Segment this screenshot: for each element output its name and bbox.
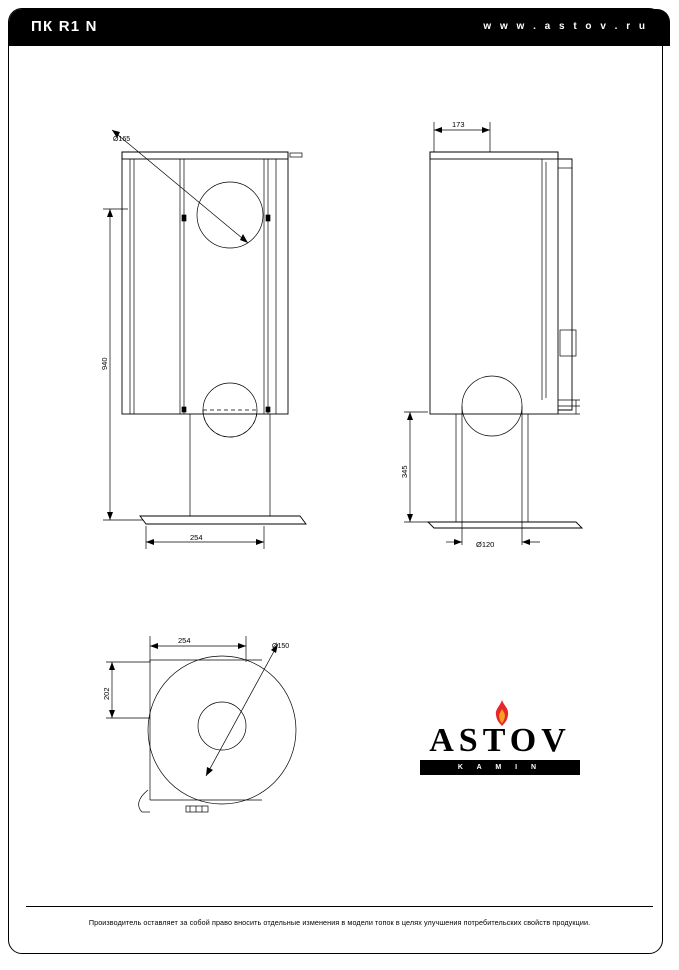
footer-divider <box>26 906 653 907</box>
front-elevation-view <box>100 130 306 549</box>
logo-subtitle-bar <box>420 760 580 775</box>
svg-text:Ø165: Ø165 <box>113 136 131 143</box>
svg-text:345: 345 <box>400 465 409 478</box>
svg-text:Ø150: Ø150 <box>272 643 290 650</box>
side-elevation-view <box>400 120 582 549</box>
svg-text:254: 254 <box>178 636 191 645</box>
svg-text:Ø120: Ø120 <box>476 540 495 549</box>
logo-subtitle-text: K A M I N <box>457 764 543 771</box>
svg-text:254: 254 <box>190 533 203 542</box>
svg-text:940: 940 <box>100 357 109 370</box>
website-url: w w w . a s t o v . r u <box>483 21 648 32</box>
footer-disclaimer: Производитель оставляет за собой право вносить отдельные изменения в модели топок в целях улучшения потребительских свойств продукции. <box>88 918 591 927</box>
page-title: ПК R1 N <box>31 18 98 35</box>
svg-text:173: 173 <box>452 120 465 129</box>
plan-view <box>102 636 296 812</box>
logo-brand-text: ASTOV <box>429 722 571 759</box>
astov-logo <box>414 700 586 785</box>
svg-text:202: 202 <box>102 687 111 700</box>
